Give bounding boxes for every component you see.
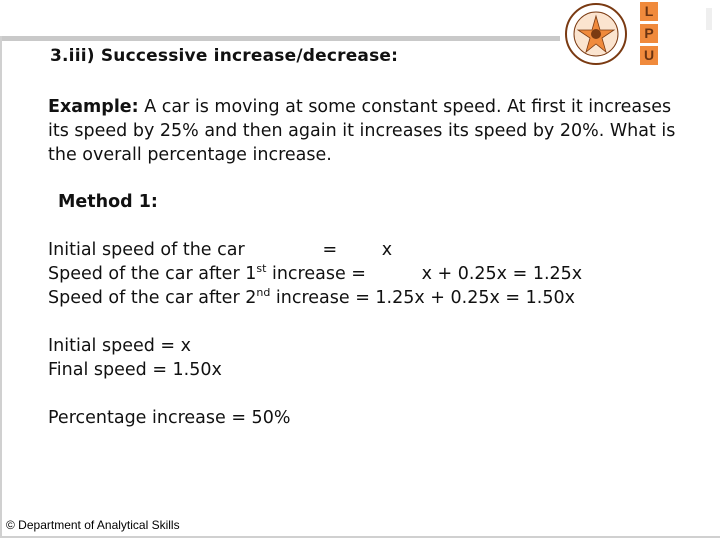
calc-line3-text: Speed of the car after 2: [48, 288, 257, 308]
slide-title: 3.iii) Successive increase/decrease:: [50, 46, 399, 66]
logo-letter-p: P: [640, 24, 658, 43]
calc-line-initial: Initial speed of the car = x: [48, 240, 393, 260]
footer-copyright: © Department of Analytical Skills: [6, 518, 180, 532]
calc-line2-ordinal: st: [256, 262, 267, 276]
logo-letter-l: L: [640, 2, 658, 21]
bottom-border: [0, 536, 720, 538]
calc-line2-result: increase = x + 0.25x = 1.25x: [266, 264, 583, 284]
calc-line-first-increase: [48, 262, 582, 286]
calc-line3-ordinal: nd: [256, 286, 271, 300]
header-rule: [0, 36, 560, 41]
example-paragraph: [48, 95, 688, 167]
method-heading: Method 1:: [58, 192, 158, 212]
percentage-increase-line: Percentage increase = 50%: [48, 408, 291, 428]
calc-line2-text: Speed of the car after 1: [48, 264, 257, 284]
corner-marker: [706, 8, 712, 30]
logo-letter-u: U: [640, 46, 658, 65]
left-border: [0, 36, 2, 536]
final-speed-line: Final speed = 1.50x: [48, 360, 222, 380]
initial-speed-line: Initial speed = x: [48, 336, 191, 356]
calc-line-second-increase: [48, 286, 575, 310]
example-text: A car is moving at some constant speed. At first it increases its speed by 25% and then again it increases its speed by 20%. What is the overall percentage increase.: [48, 97, 676, 165]
university-seal-logo: [560, 2, 632, 66]
example-label: Example:: [48, 97, 139, 117]
calc-line3-result: increase = 1.25x + 0.25x = 1.50x: [270, 288, 575, 308]
